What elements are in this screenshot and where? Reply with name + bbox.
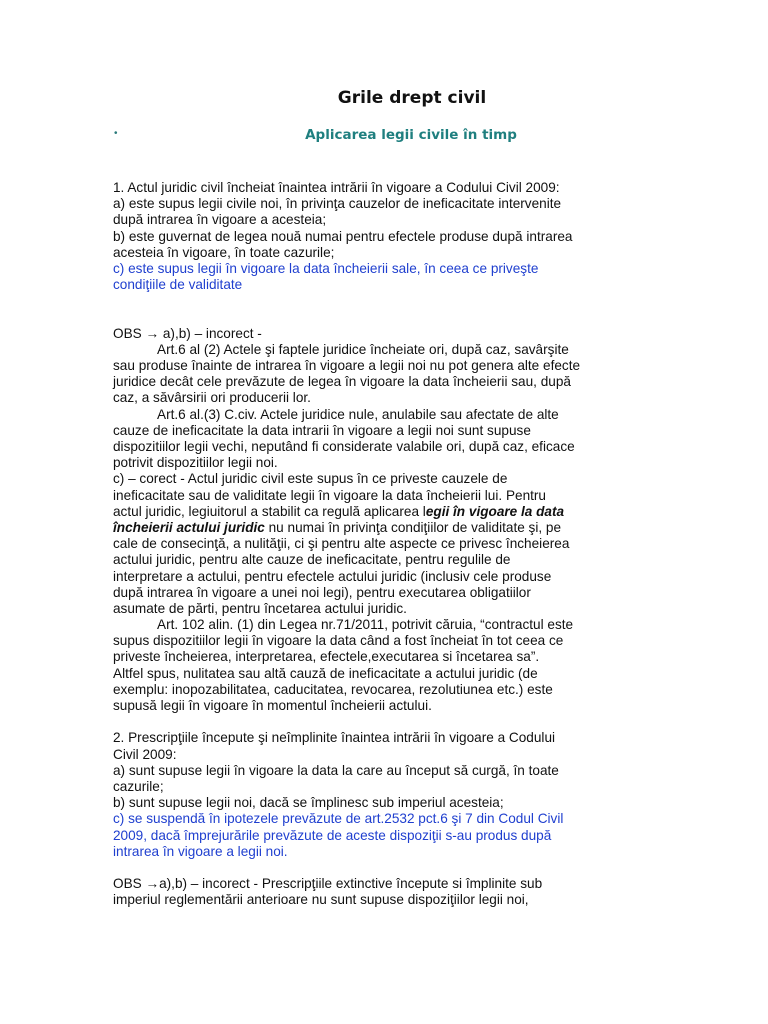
obs2-line: imperiul reglementării anterioare nu sunt supuse dispoziţiilor legii noi,	[113, 892, 529, 908]
obs1-emphasis: egii în vigoare la data	[425, 503, 565, 519]
obs1-line: asumate de părti, pentru încetarea actului juridic.	[113, 600, 407, 616]
obs1-line: potrivit dispozitiilor legii noi.	[113, 455, 278, 471]
obs1-line: ineficacitate sau de validitate legii în vigoare la data încheierii lui. Pentru	[113, 487, 546, 503]
q1-option-b: b) este guvernat de legea nouă numai pentru efectele produse după intrarea	[113, 228, 573, 244]
question-2: 2. Prescripţiile începute şi neîmplinite înaintea intrării în vigoare a Codului	[113, 730, 556, 746]
obs1-line: c) – corect - Actul juridic civil este supus în ce priveste cauzele de	[113, 471, 508, 487]
obs1-line: interpretare a actului, pentru efectele actului juridic (inclusiv cele produse	[113, 568, 552, 584]
q2-option-b: b) sunt supuse legii noi, dacă se împlinesc sub imperiul acesteia;	[113, 795, 504, 811]
obs1-line: juridice decât cele prevăzute de legea în vigoare la data încheierii sau, după	[113, 374, 571, 390]
obs1-line: caz, a săvârsirii ori producerii lor.	[113, 390, 311, 406]
q1-option-c-correct: c) este supus legii în vigoare la data încheierii sale, în ceea ce priveşte	[113, 260, 539, 276]
page-title: Grile drept civil	[337, 88, 487, 108]
obs1-line: cale de consecinţă, a nulităţii, ci şi pentru alte aspecte ce privesc încheierea	[113, 536, 570, 552]
obs1-text: actul juridic, legiuitorul a stabilit ca regulă aplicarea l	[113, 503, 426, 519]
q1-option-c-correct-cont: condiţiile de validitate	[113, 277, 243, 293]
obs1-line: Art. 102 alin. (1) din Legea nr.71/2011, potrivit căruia, “contractul este	[157, 617, 574, 633]
obs1-line: priveste încheierea, interpretarea, efectele,executarea si încetarea sa”.	[113, 649, 540, 665]
obs1-line: Altfel spus, nulitatea sau altă cauză de ineficacitate a actului juridic (de	[113, 665, 538, 681]
list-bullet: •	[114, 128, 118, 139]
obs1-line	[113, 504, 658, 520]
obs2-line: OBS →a),b) – incorect - Prescripţiile extinctive începute si împlinite sub	[113, 876, 543, 892]
obs1-line: Art.6 al (2) Actele şi faptele juridice încheiate ori, după caz, savârşite	[157, 341, 569, 357]
q1-option-a: a) este supus legii civile noi, în privinţa cauzelor de ineficacitate intervenite	[113, 196, 562, 212]
q2-option-a-cont: cazurile;	[113, 778, 164, 794]
document-body	[113, 180, 658, 908]
q2-option-c-correct-cont: intrarea în vigoare a legii noi.	[113, 843, 288, 859]
q2-option-c-correct: c) se suspendă în ipotezele prevăzute de art.2532 pct.6 şi 7 din Codul Civil	[113, 811, 564, 827]
obs1-emphasis: încheierii actului juridic	[113, 519, 265, 535]
obs1-line: cauze de ineficacitate la data intrarii în vigoare a legii noi sunt supuse	[113, 422, 531, 438]
obs1-line: dispozitiilor legii vechi, neputând fi considerate valabile ori, după caz, eficace	[113, 439, 575, 454]
question-2-cont: Civil 2009:	[113, 746, 177, 762]
obs1-line	[113, 520, 658, 536]
obs1-line: după intrarea în vigoare a unei noi legi), pentru executarea obligatiilor	[113, 584, 531, 600]
obs1-line: OBS → a),b) – incorect -	[113, 325, 262, 341]
obs1-text: nu numai în privinţa condiţiilor de validitate şi, pe	[264, 519, 562, 535]
obs1-line: exemplu: inopozabilitatea, caducitatea, revocarea, rezolutiunea etc.) este	[113, 681, 553, 697]
q1-option-a-cont: după intrarea în vigoare a acesteia;	[113, 212, 327, 228]
obs1-line: actului juridic, pentru alte cauze de ineficacitate, pentru regulile de	[113, 552, 511, 568]
section-heading: Aplicarea legii civile în timp	[305, 127, 517, 143]
question-1: 1. Actul juridic civil încheiat înaintea intrării în vigoare a Codului Civil 2009:	[113, 180, 560, 195]
q1-option-b-cont: acesteia în vigoare, în toate cazurile;	[113, 244, 335, 260]
q2-option-c-correct-cont: 2009, dacă împrejurările prevăzute de aceste dispoziţii s-au produs după	[113, 827, 552, 843]
q2-option-a: a) sunt supuse legii în vigoare la data la care au început să curgă, în toate	[113, 762, 559, 778]
obs1-line: Art.6 al.(3) C.civ. Actele juridice nule, anulabile sau afectate de alte	[157, 406, 559, 422]
obs1-line: sau produse înainte de intrarea în vigoare a legii noi nu pot genera alte efecte	[113, 358, 581, 374]
obs1-line: supusă legii în vigoare în momentul încheierii actului.	[113, 698, 432, 713]
obs1-line: supus dispozitiilor legii în vigoare la data când a fost încheiat în tot ceea ce	[113, 633, 564, 649]
